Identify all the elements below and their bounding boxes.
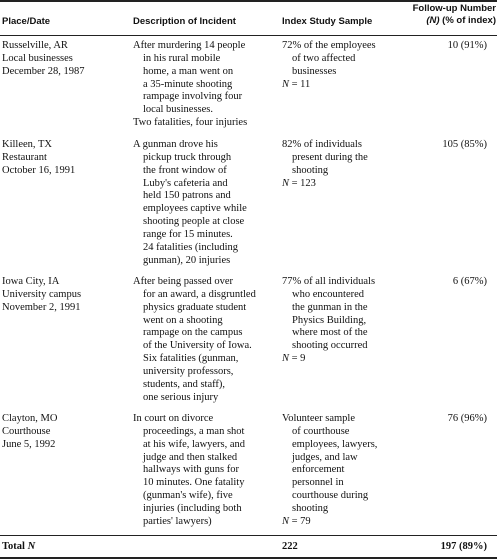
row-2-sample [282,139,368,190]
place-line: Clayton, MO [2,413,58,424]
desc-line: university professors, [143,365,234,377]
desc-line: judge and then stalked [143,451,238,463]
sample-line: personnel in [292,477,344,489]
desc-line: Six fatalities (gunman, [143,353,239,365]
desc-line: rampage on the campus [143,327,243,339]
desc-line: After murdering 14 people [133,40,246,51]
sample-line: Volunteer sample [282,413,355,424]
desc-line: one serious injury [143,391,219,403]
desc-line: pickup truck through [143,151,232,163]
desc-line: physics graduate student [143,301,247,313]
desc-line: gunman), 20 injuries [143,254,231,266]
desc-line: (gunman's wife), five [143,490,233,502]
place-line: Courthouse [2,425,51,437]
desc-line: shooting people at close [143,216,245,228]
desc-line: injuries (including both [143,502,242,514]
sample-line: the gunman in the [292,301,368,313]
sample-n: N = 11 [282,78,311,90]
row-1-place [2,40,85,79]
header-description: Description of Incident [133,16,236,27]
bottom-rule [0,557,497,559]
desc-line: home, a man went on [143,65,234,77]
sample-line: Physics Building, [292,314,367,326]
sample-line: shooting [292,164,329,176]
place-line: October 16, 1991 [2,164,76,176]
sample-line: judges, and law [292,451,358,463]
row-1-description [133,40,247,130]
sample-n: N = 123 [282,177,316,189]
top-rule [0,0,497,2]
sample-line: employees, lawyers, [292,438,378,450]
desc-line: After being passed over [133,276,234,287]
place-line: December 28, 1987 [2,65,85,77]
desc-line: range for 15 minutes. [143,228,233,240]
place-line: Local businesses [2,52,73,64]
total-sample: 222 [282,541,298,552]
desc-line: Luby's cafeteria and [143,177,228,189]
desc-line: rampage involving four [143,91,243,103]
desc-line: held 150 patrons and [143,190,231,202]
total-followup: 197 (89%) [440,541,487,552]
sample-line: 72% of the employees [282,40,376,51]
sample-n: N = 9 [282,353,306,365]
sample-line: where most of the [292,327,368,339]
place-line: Iowa City, IA [2,276,60,287]
total-label: Total N [2,541,36,552]
sample-line: of two affected [292,52,356,64]
sample-line: 82% of individuals [282,139,362,150]
desc-line: the front window of [143,164,227,176]
header-followup [400,3,496,27]
row-2-description [133,139,247,267]
desc-line: employees captive while [143,203,247,215]
desc-line: 24 fatalities (including [143,241,239,253]
total-rule [0,535,497,536]
desc-line: 10 minutes. One fatality [143,477,245,489]
desc-line: In court on divorce [133,413,214,424]
place-line: Restaurant [2,151,47,163]
place-line: November 2, 1991 [2,301,81,313]
sample-line: shooting [292,502,329,514]
header-sample: Index Study Sample [282,16,373,27]
row-4-followup: 76 (96%) [447,413,487,424]
desc-line: hallways with guns for [143,464,239,476]
desc-line: of the University of Iowa. [143,340,252,352]
desc-line: parties' lawyers) [143,515,212,527]
row-1-sample [282,40,376,91]
sample-line: present during the [292,151,368,163]
desc-line: for an award, a disgruntled [143,288,256,300]
desc-line: in his rural mobile [143,52,221,64]
place-line: Killeen, TX [2,139,52,150]
sample-line: businesses [292,65,337,77]
row-4-description [133,413,245,529]
header-rule [0,35,497,36]
desc-line: local businesses. [143,104,213,116]
place-line: University campus [2,288,82,300]
desc-line: proceedings, a man shot [143,425,245,437]
place-line: June 5, 1992 [2,438,56,450]
desc-line: students, and staff), [143,378,226,390]
sample-line: who encountered [292,288,365,300]
row-3-sample [282,276,375,366]
row-2-followup: 105 (85%) [442,139,487,150]
header-followup-line1: Follow-up Number [412,3,496,14]
row-1-followup: 10 (91%) [447,40,487,51]
row-3-place [2,276,81,315]
row-4-sample [282,413,377,529]
sample-line: of courthouse [292,425,350,437]
desc-line: went on a shooting [143,314,223,326]
desc-line: a 35-minute shooting [143,78,233,90]
row-4-place [2,413,57,452]
desc-line: Two fatalities, four injuries [133,117,248,129]
place-line: Russelville, AR [2,40,68,51]
header-followup-line2: (% of index) [439,15,496,26]
sample-line: shooting occurred [292,340,368,352]
sample-n: N = 79 [282,515,311,527]
row-3-followup: 6 (67%) [452,276,487,287]
sample-line: courthouse during [292,490,369,502]
desc-line: A gunman drove his [133,139,218,150]
header-followup-n: (N) [426,15,440,26]
sample-line: enforcement [292,464,345,476]
header-place: Place/Date [2,16,51,27]
desc-line: at his wife, lawyers, and [143,438,246,450]
sample-line: 77% of all individuals [282,276,376,287]
row-3-description [133,276,256,404]
row-2-place [2,139,75,178]
